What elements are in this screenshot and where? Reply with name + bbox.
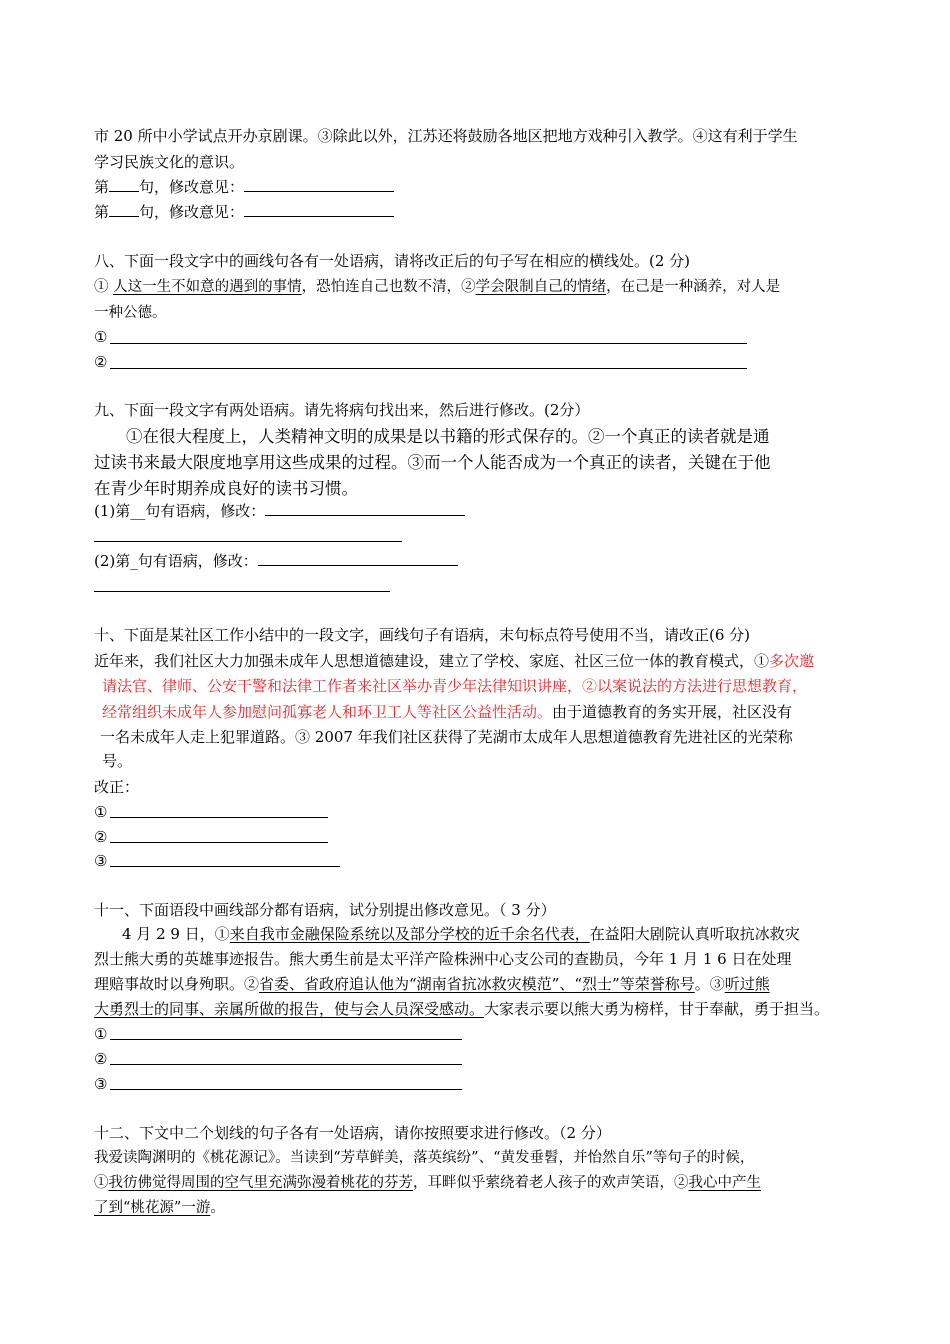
s9-answer-1 xyxy=(94,500,465,522)
s10-fix-label: 改正： xyxy=(94,778,140,796)
s10-title: 十、下面是某社区工作小结中的一段文字，画线句子有语病，末句标点符号使用不当，请改正(6 分) xyxy=(94,626,751,644)
s10-answer-2-line[interactable] xyxy=(110,842,328,843)
s10-text: 近年来，我们社区大力加强未成年人思想道德建设，建立了学校、家庭、社区三位一体的教育模式，① xyxy=(94,652,770,670)
s7-answer-1-prefix: 第 xyxy=(94,178,110,196)
s7-line-2: 学习民族文化的意识。 xyxy=(94,153,245,171)
s11-para-line-2: 烈士熊大勇的英雄事迹报告。熊大勇生前是太平洋产险株洲中心支公司的查勘员，今年 1 月 1 6 日在处理 xyxy=(94,950,792,968)
s12-para-line-1: 我爱读陶渊明的《桃花源记》。当读到“芳草鲜美，落英缤纷”、“黄发垂髫，并怡然自乐”等句子的时候， xyxy=(94,1150,755,1166)
s11-text: 4 月 2 9 日，① xyxy=(122,925,230,943)
s7-answer-1-sentence-blank[interactable] xyxy=(109,177,139,192)
s9-answer-1-blank[interactable] xyxy=(265,501,465,516)
s11-underlined-sentence-3: 听过熊 xyxy=(724,975,770,993)
s10-answer-3-line[interactable] xyxy=(110,866,340,867)
s8-answer-1-label: ① xyxy=(94,328,108,346)
s12-underlined-sentence-2: 我心中产生 xyxy=(688,1175,761,1191)
s12-title: 十二、下文中二个划线的句子各有一处语病，请你按照要求进行修改。（2 分） xyxy=(94,1124,611,1142)
s8-underlined-sentence-1: 人这一生不如意的遇到的事情 xyxy=(113,279,302,295)
s7-answer-2-prefix: 第 xyxy=(94,203,110,221)
s10-para-line-2: 请法官、律师、公安干警和法律工作者来社区举办青少年法律知识讲座，②以案说法的方法进行思想教育， xyxy=(102,677,808,695)
s11-answer-1-label: ① xyxy=(94,1025,108,1043)
s8-answer-2-line[interactable] xyxy=(110,368,747,369)
s8-text: ，在己是一种涵养，对人是 xyxy=(606,279,781,295)
s10-answer-1-label: ① xyxy=(94,803,108,821)
s11-text: 。③ xyxy=(694,975,725,993)
s11-answer-1-line[interactable] xyxy=(110,1039,462,1040)
s7-answer-1-label: 句，修改意见： xyxy=(139,178,245,196)
s9-para-line-3: 在青少年时期养成良好的读书习惯。 xyxy=(94,479,358,498)
s8-underlined-sentence-2: 学会限制自己的情绪 xyxy=(475,279,607,295)
s7-answer-2-blank[interactable] xyxy=(244,202,394,217)
s7-answer-2 xyxy=(94,201,394,223)
s12-underlined-sentence-2-cont: 了到“桃花源”一游 xyxy=(94,1200,211,1216)
s10-para-line-3 xyxy=(102,701,792,723)
s9-para-line-1: ①在很大程度上，人类精神文明的成果是以书籍的形式保存的。②一个真正的读者就是通 xyxy=(126,427,770,446)
s7-answer-1-blank[interactable] xyxy=(244,177,394,192)
s10-highlighted-sentence: 经常组织未成年人参加慰问孤寡老人和环卫工人等社区公益性活动。 xyxy=(102,703,553,721)
s11-title: 十一、下面语段中画线部分都有语病，试分别提出修改意见。（ 3 分） xyxy=(94,901,556,919)
s9-answer-1-line-2[interactable] xyxy=(94,541,402,542)
s9-answer-2 xyxy=(94,550,458,572)
s11-underlined-sentence-2: 省委、省政府追认他为“湖南省抗冰救灾模范”、“烈士”等荣誉称号 xyxy=(259,975,695,993)
s8-title: 八、下面一段文字中的画线句各有一处语病，请将改正后的句子写在相应的横线处。(2 分) xyxy=(94,252,691,270)
s10-para-line-4: 一名未成年人走上犯罪道路。③ 2007 年我们社区获得了芜湖市太成年人思想道德教育先进社区的光荣称 xyxy=(100,728,793,746)
s11-underlined-sentence-1: 来自我市金融保险系统以及部分学校的近千余名代表， xyxy=(229,925,590,943)
s12-text: ① xyxy=(94,1175,109,1191)
s11-answer-2-line[interactable] xyxy=(110,1064,462,1065)
s10-para-line-1 xyxy=(94,650,814,672)
s8-para-line-1 xyxy=(94,276,780,298)
s9-title: 九、下面一段文字有两处语病。请先将病句找出来，然后进行修改。(2分） xyxy=(94,401,590,419)
s7-answer-1 xyxy=(94,176,394,198)
s10-answer-2-label: ② xyxy=(94,828,108,846)
s9-answer-2-label: (2)第_句有语病，修改： xyxy=(94,552,258,570)
s10-para-line-5: 号。 xyxy=(102,752,133,770)
s8-text: ，恐怕连自己也数不清，② xyxy=(301,279,476,295)
s11-underlined-sentence-3-cont: 大勇烈士的同事、亲属所做的报告，使与会人员深受感动。 xyxy=(94,1000,485,1018)
s9-answer-2-line-2[interactable] xyxy=(94,591,390,592)
s11-para-line-1 xyxy=(122,923,800,945)
s8-para-line-2: 一种公德。 xyxy=(94,305,167,321)
s9-para-line-2: 过读书来最大限度地享用这些成果的过程。③而一个人能否成为一个真正的读者，关键在于他 xyxy=(94,453,771,472)
s11-answer-2-label: ② xyxy=(94,1050,108,1068)
s11-para-line-3 xyxy=(94,973,770,995)
s12-text: 。 xyxy=(210,1200,225,1216)
s7-line-1: 市 20 所中小学试点开办京剧课。③除此以外，江苏还将鼓励各地区把地方戏种引入教学。④这有利于学生 xyxy=(94,127,798,145)
s11-answer-3-label: ③ xyxy=(94,1075,108,1093)
s11-answer-3-line[interactable] xyxy=(110,1089,462,1090)
s9-answer-2-blank[interactable] xyxy=(258,551,458,566)
s8-answer-1-line[interactable] xyxy=(110,343,747,344)
s11-para-line-4 xyxy=(94,998,829,1020)
s10-answer-3-label: ③ xyxy=(94,852,108,870)
s7-answer-2-sentence-blank[interactable] xyxy=(109,202,139,217)
s11-text: 理赔事故时以身殉职。② xyxy=(94,975,260,993)
s12-underlined-sentence-1: 我彷佛觉得周围的空气里充满弥漫着桃花的芬芳 xyxy=(108,1175,413,1191)
s8-text: ① xyxy=(94,279,114,295)
s12-text: ，耳畔似乎萦绕着老人孩子的欢声笑语，② xyxy=(413,1175,689,1191)
s11-text: 在益阳大剧院认真听取抗冰救灾 xyxy=(589,925,800,943)
s9-answer-1-label: (1)第__句有语病，修改： xyxy=(94,502,266,520)
s11-text: 大家表示要以熊大勇为榜样，甘于奉献，勇于担当。 xyxy=(484,1000,830,1018)
s10-highlighted-sentence: 多次邀 xyxy=(769,652,815,670)
s12-para-line-2 xyxy=(94,1172,761,1194)
s10-text: 由于道德教育的务实开展，社区没有 xyxy=(552,703,793,721)
s8-answer-2-label: ② xyxy=(94,353,108,371)
s7-answer-2-label: 句，修改意见： xyxy=(139,203,245,221)
s12-para-line-3 xyxy=(94,1197,225,1219)
s10-answer-1-line[interactable] xyxy=(110,817,328,818)
